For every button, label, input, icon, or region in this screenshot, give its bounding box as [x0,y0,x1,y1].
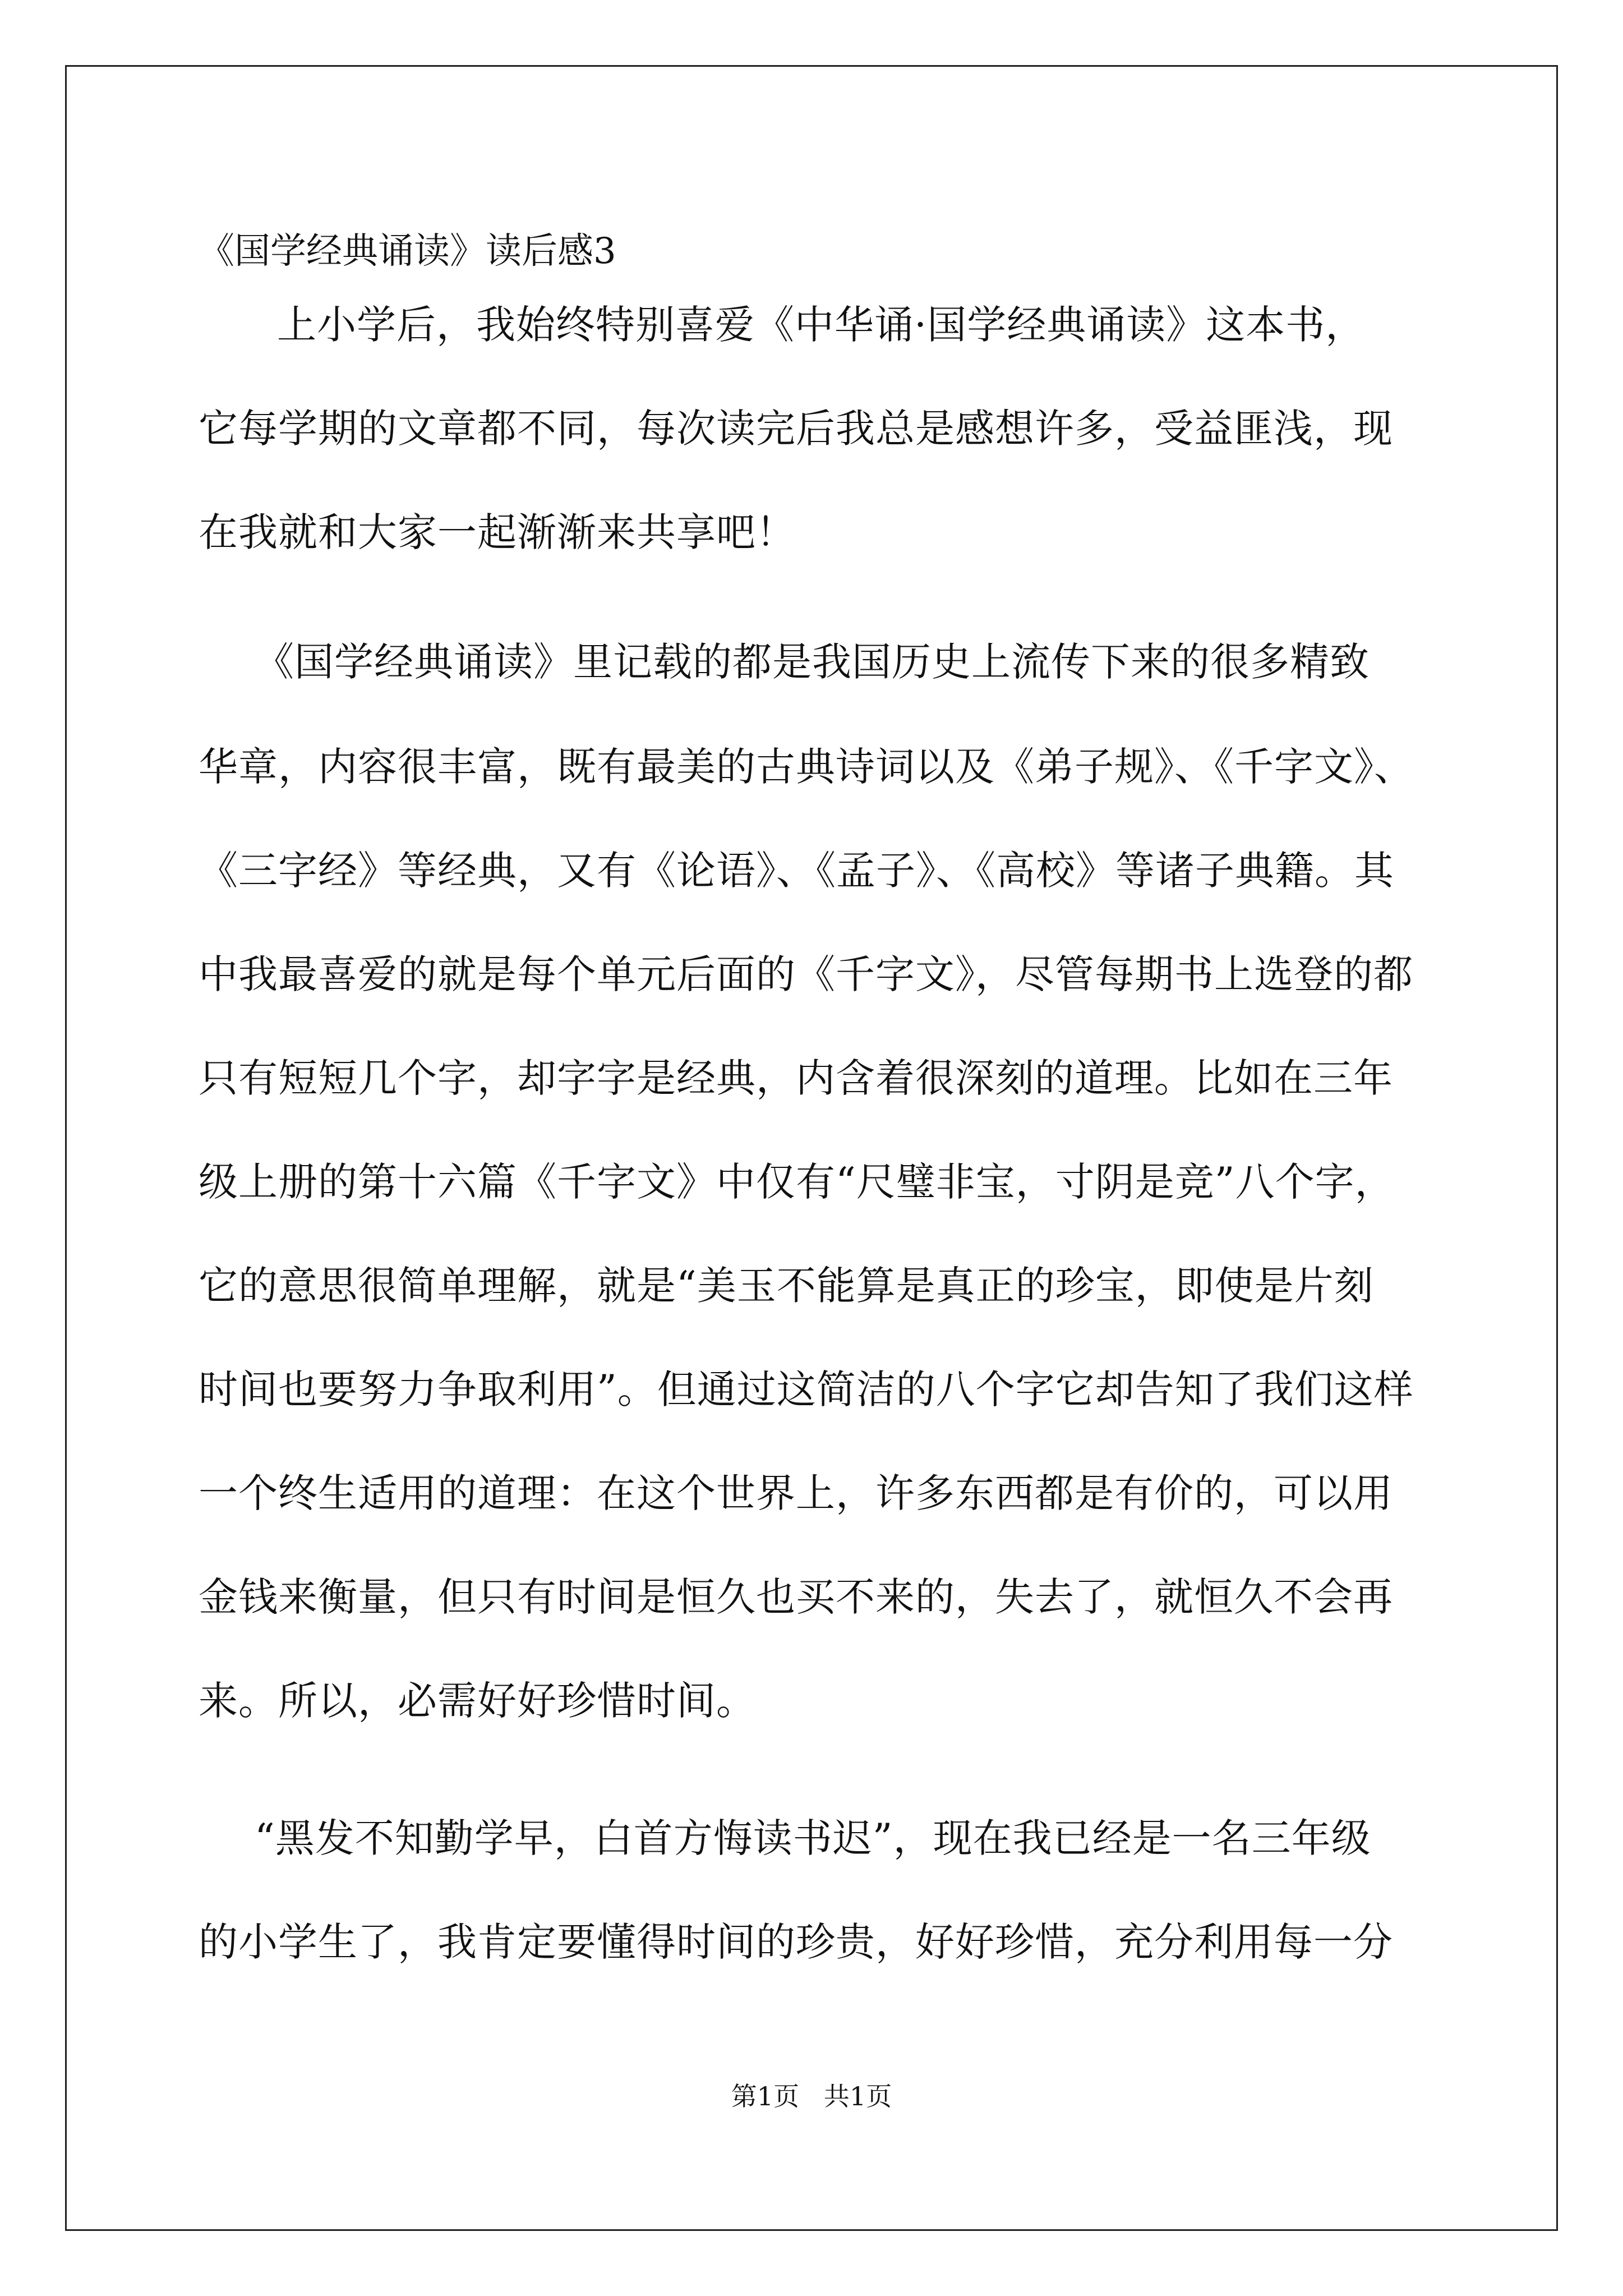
body-line: 《国学经典诵读》里记载的都是我国历史上流传下来的很多精致 [255,639,1370,685]
document-title: 《国学经典诵读》读后感3 [199,231,616,272]
body-line: 只有短短几个字，却字字是经典，内含着很深刻的道理。比如在三年 [199,1055,1393,1101]
page-footer: 第1页 共1页 [731,2081,892,2111]
body-line: 它的意思很简单理解，就是“美玉不能算是真正的珍宝，即使是片刻 [199,1263,1374,1309]
body-line: 《三字经》等经典，又有《论语》、《孟子》、《高校》等诸子典籍。其 [199,848,1394,894]
body-line: 在我就和大家一起渐渐来共享吧！ [199,509,796,555]
body-line: 的小学生了，我肯定要懂得时间的珍贵，好好珍惜，充分利用每一分 [199,1919,1393,1965]
body-line: 一个终生适用的道理：在这个世界上，许多东西都是有价的，可以用 [199,1470,1393,1516]
body-line: 金钱来衡量，但只有时间是恒久也买不来的，失去了，就恒久不会再 [199,1574,1393,1620]
body-line: 中我最喜爱的就是每个单元后面的《千字文》，尽管每期书上选登的都 [199,951,1413,997]
body-line: 上小学后，我始终特别喜爱《中华诵·国学经典诵读》这本书， [277,302,1366,348]
body-line: 时间也要努力争取利用”。但通过这简洁的八个字它却告知了我们这样 [199,1366,1414,1412]
body-line: 华章，内容很丰富，既有最美的古典诗词以及《弟子规》、《千字文》、 [199,744,1414,790]
body-line: “黑发不知勤学早，白首方悔读书迟”，现在我已经是一名三年级 [255,1815,1371,1861]
body-line: 级上册的第十六篇《千字文》中仅有“尺璧非宝，寸阴是竞”八个字， [199,1159,1395,1205]
body-line: 它每学期的文章都不同，每次读完后我总是感想许多，受益匪浅，现 [199,406,1393,452]
body-line: 来。所以，必需好好珍惜时间。 [199,1678,756,1724]
